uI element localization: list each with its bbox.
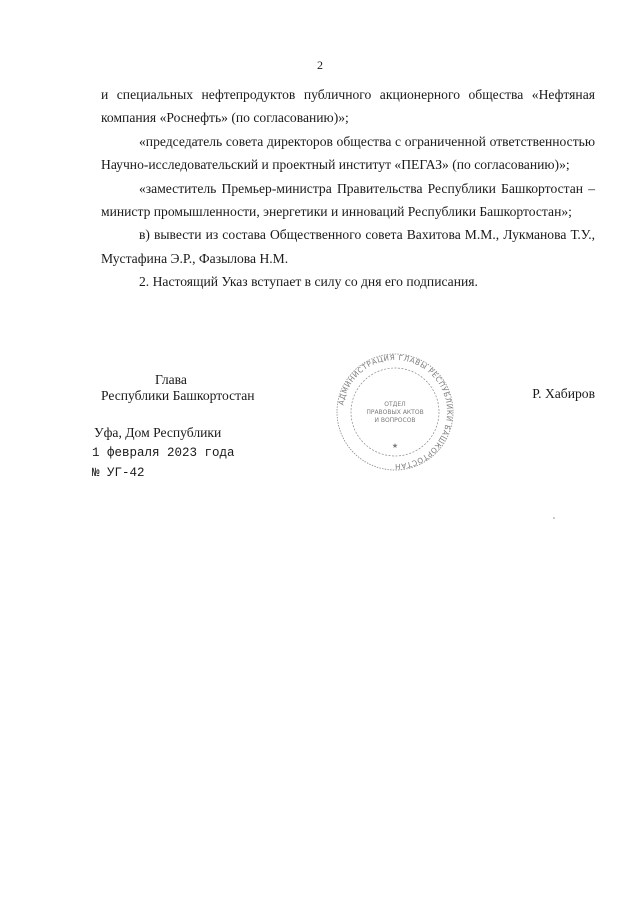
signature-name: Р. Хабиров	[532, 386, 595, 401]
place-date-block	[92, 423, 235, 483]
paragraph-4: в) вывести из состава Общественного совета Вахитова М.М., Лукманова Т.У., Мустафина Э.Р., Фазылова Н.М.	[101, 227, 595, 266]
date: 1 февраля 2023 года	[92, 446, 235, 460]
paragraph-3: «заместитель Премьер-министра Правительства Республики Башкортостан – министр промышленности, энергетики и инноваций Республики Башкортостан»;	[101, 180, 595, 220]
scan-artifact	[553, 517, 555, 519]
stamp-center-line1: ОТДЕЛ	[384, 401, 406, 408]
page-number: 2	[317, 58, 323, 72]
stamp-ring-textpath: АДМИНИСТРАЦИЯ ГЛАВЫ РЕСПУБЛИКИ БАШКОРТОСТАН	[336, 352, 455, 472]
stamp-star-icon: ★	[391, 442, 399, 450]
document-number: № УГ-42	[92, 466, 145, 480]
signature-title-line1: Глава	[155, 372, 187, 387]
place: Уфа, Дом Республики	[94, 425, 222, 440]
document-body	[101, 83, 595, 294]
stamp-center-line3: И ВОПРОСОВ	[374, 417, 416, 424]
paragraph-2: «председатель совета директоров общества с ограниченной ответственностью Научно-исследовательский и проектный институт «ПЕГАЗ» (по согласованию)»;	[101, 133, 595, 173]
signature-title-line2: Республики Башкортостан	[101, 388, 255, 403]
official-stamp	[325, 352, 465, 472]
paragraph-5: 2. Настоящий Указ вступает в силу со дня его подписания.	[139, 274, 478, 290]
signature-title	[101, 372, 255, 404]
stamp-center-line2: ПРАВОВЫХ АКТОВ	[366, 409, 424, 416]
paragraph-1: и специальных нефтепродуктов публичного акционерного общества «Нефтяная компания «Роснефть» (по согласованию)»;	[101, 87, 595, 126]
